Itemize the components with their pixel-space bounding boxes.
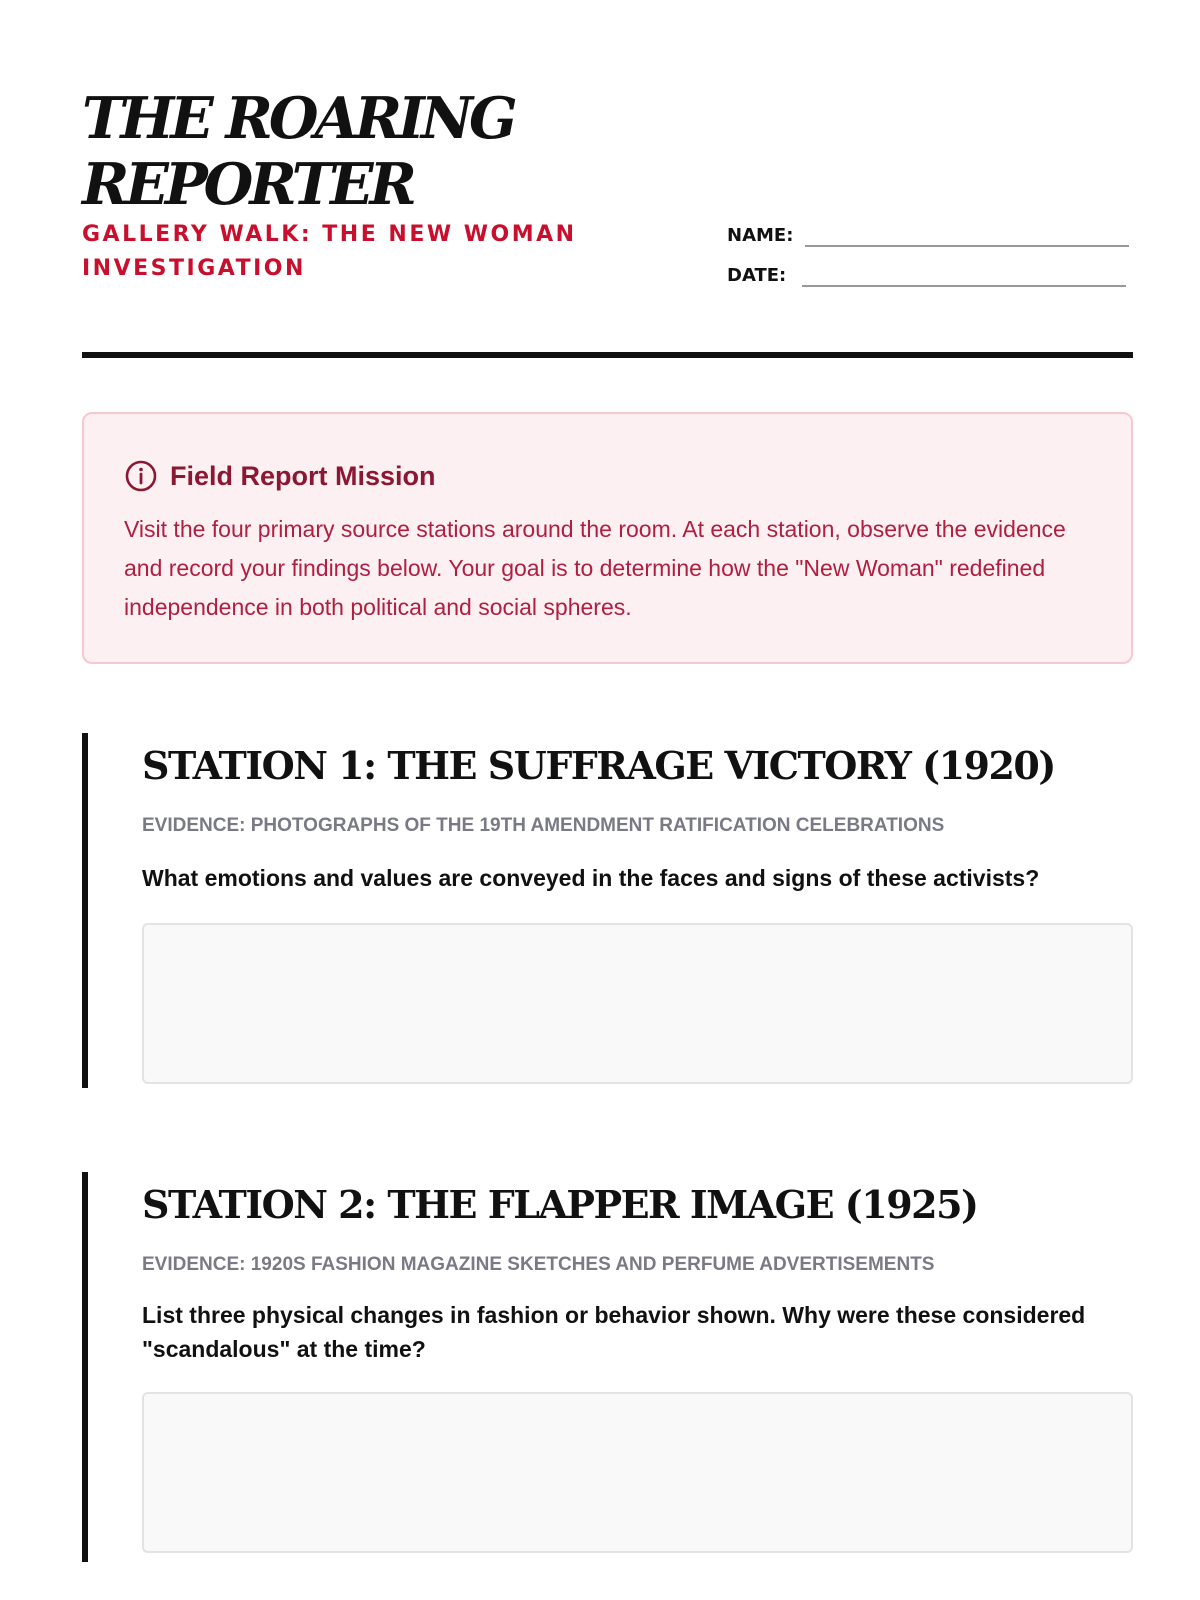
name-field-row bbox=[727, 210, 1133, 250]
name-label: NAME: bbox=[727, 225, 794, 246]
station-1 bbox=[82, 733, 1133, 1088]
student-info-fields bbox=[727, 210, 1133, 290]
answer-box[interactable] bbox=[142, 923, 1133, 1084]
mission-callout bbox=[82, 412, 1133, 664]
date-label: DATE: bbox=[727, 265, 787, 286]
station-title: STATION 2: THE FLAPPER IMAGE (1925) bbox=[142, 1182, 978, 1227]
station-content bbox=[142, 1172, 1133, 1553]
worksheet-header bbox=[82, 86, 1133, 358]
station-accent-bar bbox=[82, 733, 88, 1088]
mission-header bbox=[124, 458, 1091, 494]
station-accent-bar bbox=[82, 1172, 88, 1562]
name-field[interactable] bbox=[805, 245, 1129, 247]
station-title: STATION 1: THE SUFFRAGE VICTORY (1920) bbox=[142, 743, 1055, 788]
date-field-row bbox=[727, 250, 1133, 290]
masthead-title: THE ROARING REPORTER bbox=[82, 85, 514, 218]
station-question: List three physical changes in fashion or behavior shown. Why were these considered "scandalous" at the time? bbox=[142, 1302, 1086, 1362]
station-2 bbox=[82, 1172, 1133, 1562]
date-field[interactable] bbox=[802, 285, 1126, 287]
station-evidence: EVIDENCE: 1920S FASHION MAGAZINE SKETCHES AND PERFUME ADVERTISEMENTS bbox=[142, 1254, 935, 1275]
mission-instructions: Visit the four primary source stations around the room. At each station, observe the evidence and record your findings below. Your goal is to determine how the "New Woman" redefined independence in both political and social spheres. bbox=[124, 516, 1066, 620]
info-circle-icon bbox=[124, 459, 158, 493]
mission-title: Field Report Mission bbox=[170, 460, 436, 491]
station-content bbox=[142, 733, 1133, 1084]
header-divider bbox=[82, 352, 1133, 358]
answer-box[interactable] bbox=[142, 1392, 1133, 1553]
station-evidence: EVIDENCE: PHOTOGRAPHS OF THE 19TH AMENDMENT RATIFICATION CELEBRATIONS bbox=[142, 815, 945, 836]
station-question: What emotions and values are conveyed in the faces and signs of these activists? bbox=[142, 865, 1040, 891]
worksheet-subtitle: GALLERY WALK: THE NEW WOMAN INVESTIGATION bbox=[82, 222, 577, 281]
